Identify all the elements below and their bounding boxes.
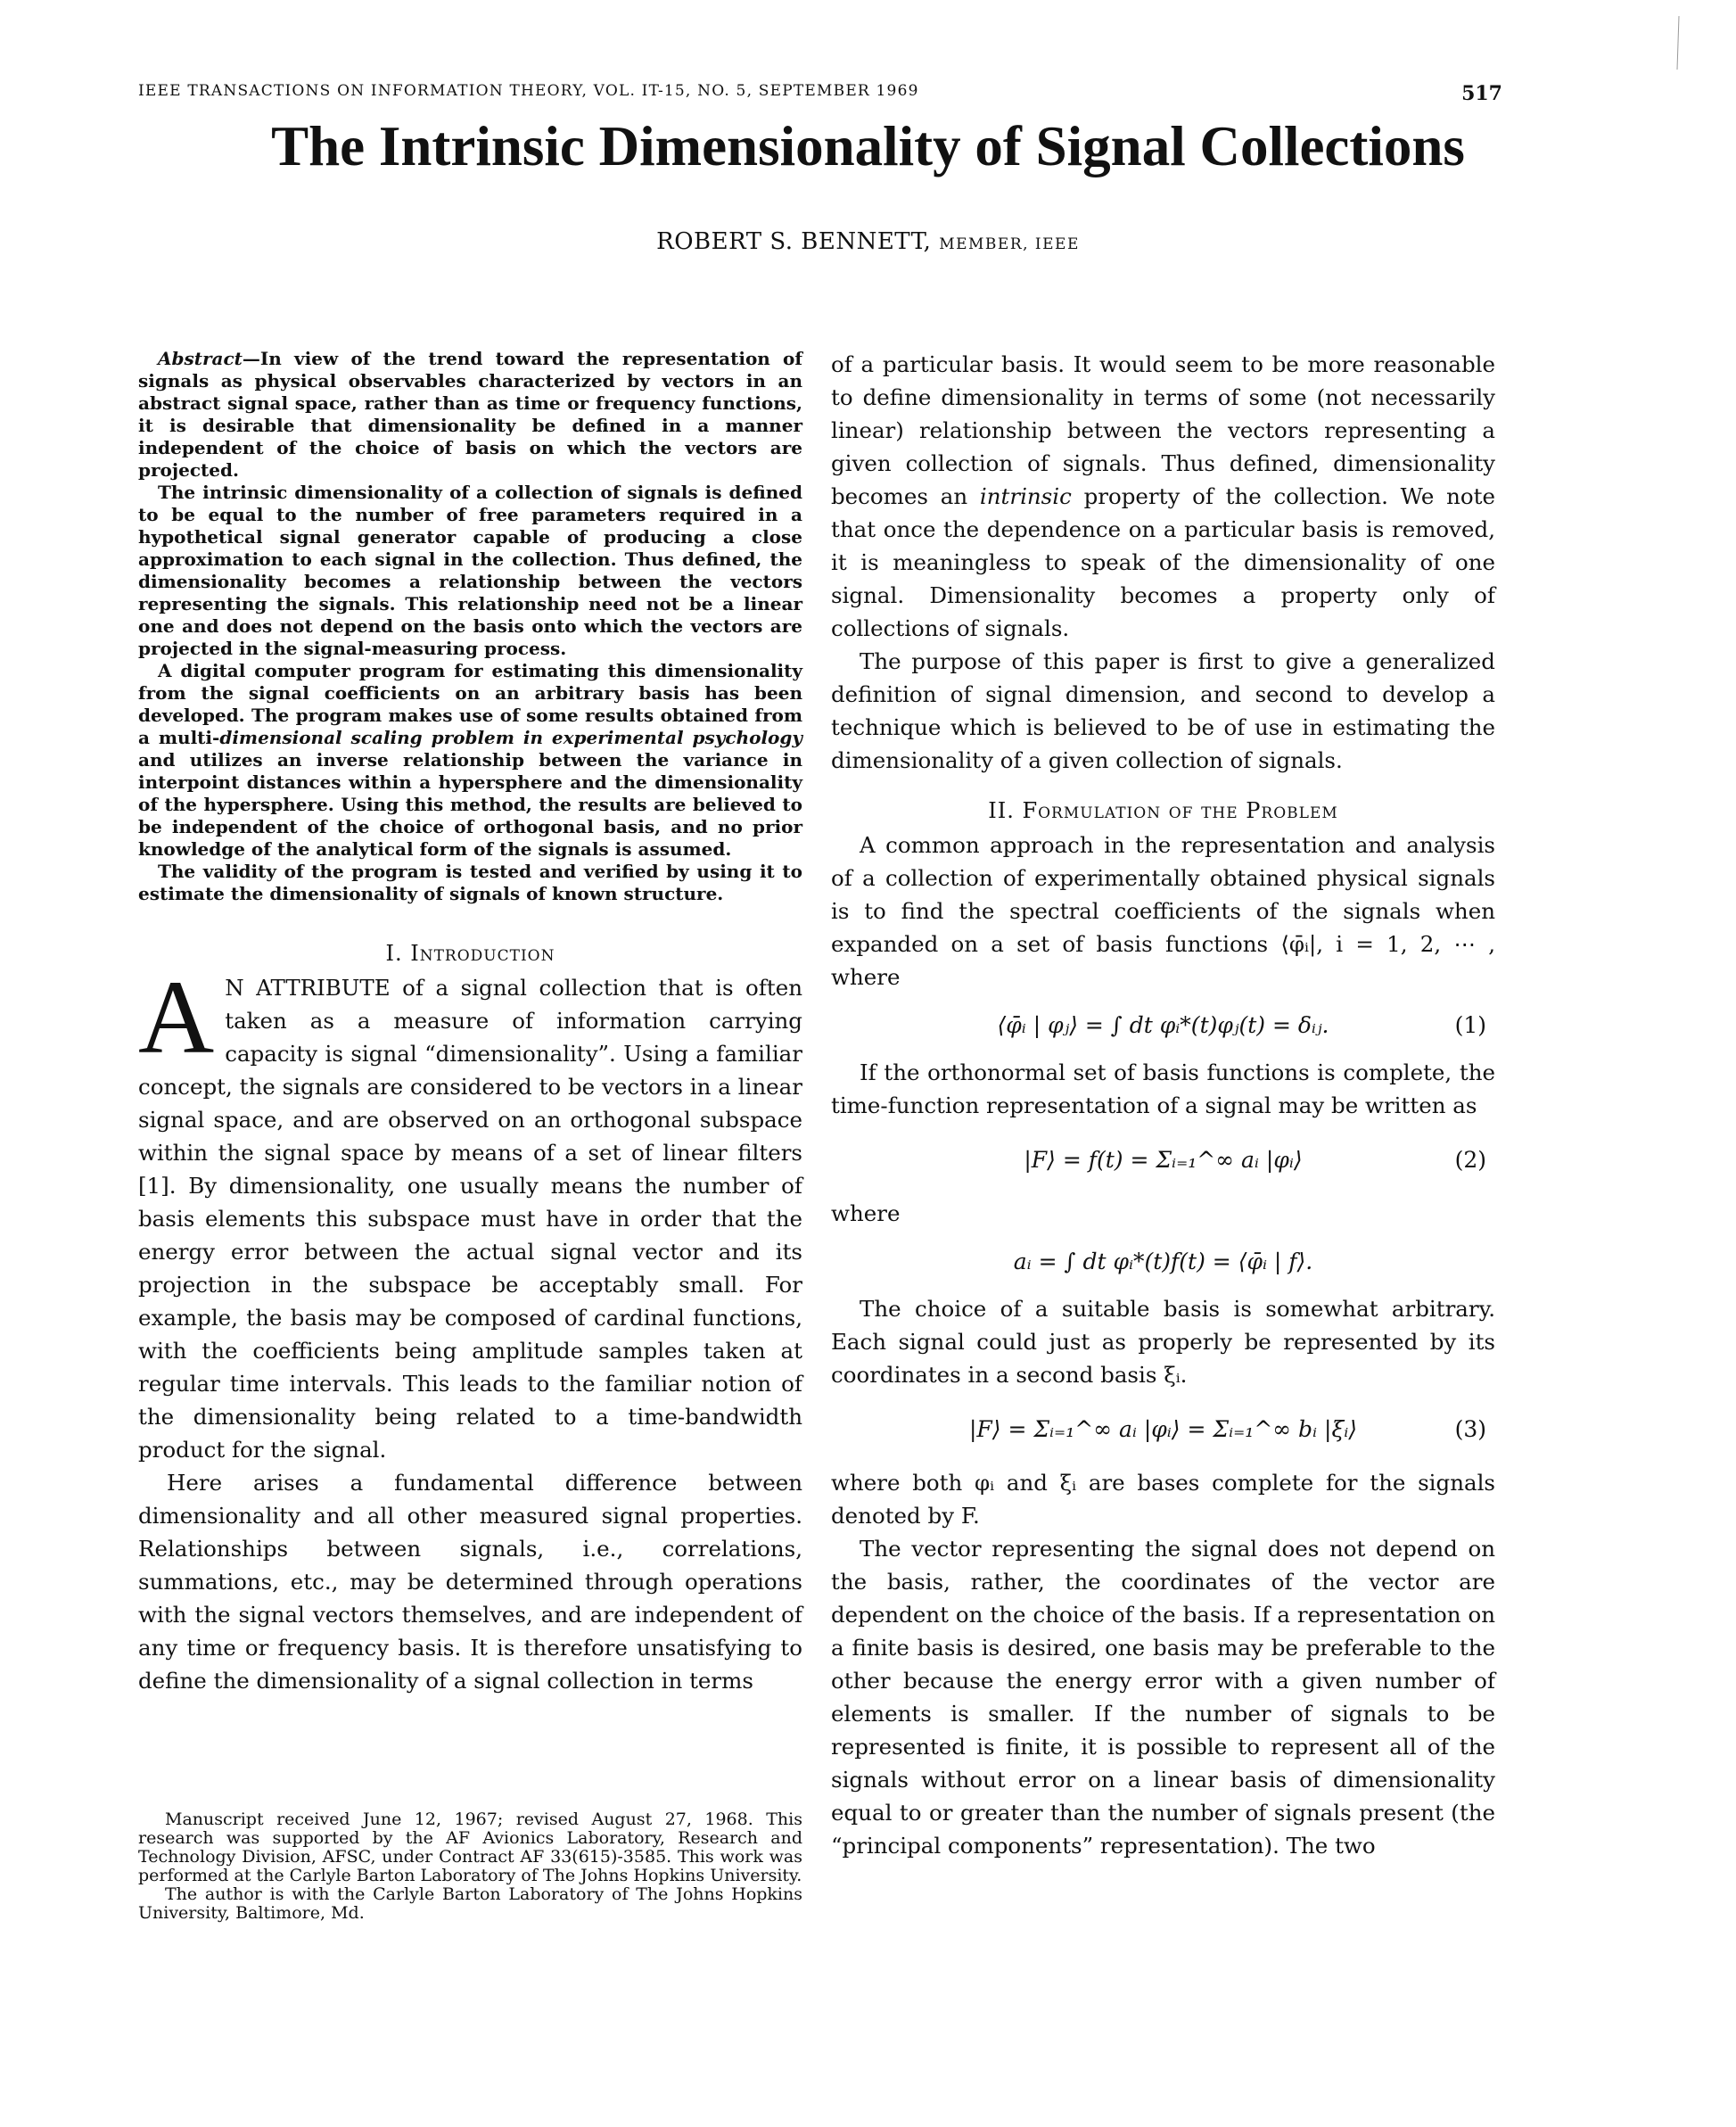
right-paragraph-2: The purpose of this paper is first to give a generalized definition of signal dimension, and second to develop a technique which is believed to be of use in estimating the dimensionality of a given collection of signals. [831,648,1495,773]
abstract-paragraph-1: Abstract—In view of the trend toward the representation of signals as physical observables characterized by vectors in an abstract signal space, rather than as time or frequency functions, it is desirable that dimensionality be defined in a manner independent of the choice of basis on which the vectors are projected. [138,348,802,481]
drop-cap: A [138,959,215,1076]
margin-mark [1676,16,1680,70]
left-column [138,348,802,1697]
author-affiliation: MEMBER, IEEE [939,235,1080,253]
abstract-paragraph-4: The validity of the program is tested and verified by using it to estimate the dimensionality of signals of known structure. [138,861,802,904]
intro-paragraph-1: A N ATTRIBUTE of a signal collection that is often taken as a measure of information carrying capacity is signal “dimensionality”. Using a familiar concept, the signals are considered to be vectors in a linear signal space, and are observed on an orthogonal subspace within the signal space by means of a set of linear filters [1]. By dimensionality, one usually means the number of basis elements this subspace must have in order that the energy error between the actual signal vector and its projection in the subspace be acceptably small. For example, the basis may be composed of cardinal functions, with the coefficients being amplitude samples taken at regular time intervals. This leads to the familiar notion of the dimensionality being related to a time-bandwidth product for the signal. [138,959,802,1463]
equation-coefficient: aᵢ = ∫ dt φᵢ*(t)f(t) = ⟨φ̄ᵢ | f⟩. [1013,1248,1313,1274]
section-heading-introduction: I. Introduction [385,941,555,966]
equation-3: |F⟩ = Σᵢ₌₁^∞ aᵢ |φᵢ⟩ = Σᵢ₌₁^∞ bᵢ |ξᵢ⟩ (3) [968,1415,1486,1442]
paper-title: The Intrinsic Dimensionality of Signal Collections [271,115,1465,177]
footnote-manuscript: Manuscript received June 12, 1967; revised August 27, 1968. This research was supported by the AF Avionics Laboratory, Research and Technology Division, AFSC, under Contract AF 33(615)-3585. This work was performed at the Carlyle Barton Laboratory of The Johns Hopkins University. [138,1810,802,1885]
page-number: 517 [1461,82,1502,105]
formulation-paragraph-3: The choice of a suitable basis is somewhat arbitrary. Each signal could just as properly be represented by its coordinates in a second basis ξᵢ. [831,1296,1495,1388]
right-column [831,348,1495,1862]
running-head [138,82,1502,105]
introduction-section [138,941,802,1697]
section-heading-formulation: II. Formulation of the Problem [988,798,1338,823]
equation-1: ⟨φ̄ᵢ | φⱼ⟩ = ∫ dt φᵢ*(t)φⱼ(t) = δᵢⱼ. (1) [997,1011,1486,1038]
formulation-paragraph-1: A common approach in the representation and analysis of a collection of experimentally obtained physical signals is to find the spectral coefficients of the signals when expanded on a set of basis functions ⟨φ̄ᵢ|, i = 1, 2, ⋯ , where [831,832,1495,990]
equation-number-3: (3) [1454,1415,1486,1442]
abstract-paragraph-2: The intrinsic dimensionality of a collection of signals is defined to be equal to the number of free parameters required in a hypothetical signal generator capable of producing a close approximation to each signal in the collection. Thus defined, the dimensionality becomes a relationship between the vectors representing the signals. This relationship need not be a linear one and does not depend on the basis onto which the vectors are projected in the signal-measuring process. [138,482,802,659]
footnote [138,1810,802,1923]
intro-paragraph-2: Here arises a fundamental difference between dimensionality and all other measured signal properties. Relationships between signals, i.e., correlations, summations, etc., may be determined through operations with the signal vectors themselves, and are independent of any time or frequency basis. It is therefore unsatisfying to define the dimensionality of a signal collection in terms [138,1470,802,1694]
footnote-author: The author is with the Carlyle Barton Laboratory of The Johns Hopkins University, Baltimore, Md. [138,1884,802,1923]
abstract [138,348,802,905]
formulation-paragraph-4: where both φᵢ and ξᵢ are bases complete for the signals denoted by F. [831,1470,1495,1529]
equation-2: |F⟩ = f(t) = Σᵢ₌₁^∞ aᵢ |φᵢ⟩ (2) [1024,1146,1486,1173]
author-name: ROBERT S. BENNETT, [656,228,932,255]
where-label: where [831,1200,901,1226]
formulation-paragraph-5: The vector representing the signal does not depend on the basis, rather, the coordinates of the vector are dependent on the choice of the basis. If a representation on a finite basis is desired, one basis may be preferable to the other because the energy error with a given number of elements is smaller. If the number of signals to be represented is finite, it is possible to represent all of the signals without error on a linear basis of dimensionality equal to or greater than the number of signals present (the “principal components” representation). The two [831,1536,1495,1859]
equation-number-1: (1) [1454,1011,1486,1038]
equation-number-2: (2) [1454,1146,1486,1173]
abstract-label: Abstract [158,348,243,369]
author-line [0,228,1736,255]
journal-citation: IEEE TRANSACTIONS ON INFORMATION THEORY, VOL. IT-15, NO. 5, SEPTEMBER 1969 [138,82,919,100]
right-paragraph-1: of a particular basis. It would seem to be more reasonable to define dimensionality in terms of some (not necessarily linear) relationship between the vectors representing a given collection of signals. Thus defined, dimensionality becomes an intrinsic property of the collection. We note that once the dependence on a particular basis is removed, it is meaningless to speak of the dimensionality of one signal. Dimensionality becomes a property only of collections of signals. [831,351,1495,641]
abstract-paragraph-3: A digital computer program for estimating this dimensionality from the signal coefficients on an arbitrary basis has been developed. The program makes use of some results obtained from a multi-dimensional scaling problem in experimental psychology and utilizes an inverse relationship between the variance in interpoint distances within a hypersphere and the dimensionality of the hypersphere. Using this method, the results are believed to be independent of the choice of orthogonal basis, and no prior knowledge of the analytical form of the signals is assumed. [138,660,803,860]
formulation-paragraph-2: If the orthonormal set of basis functions is complete, the time-function representation of a signal may be written as [831,1059,1495,1118]
